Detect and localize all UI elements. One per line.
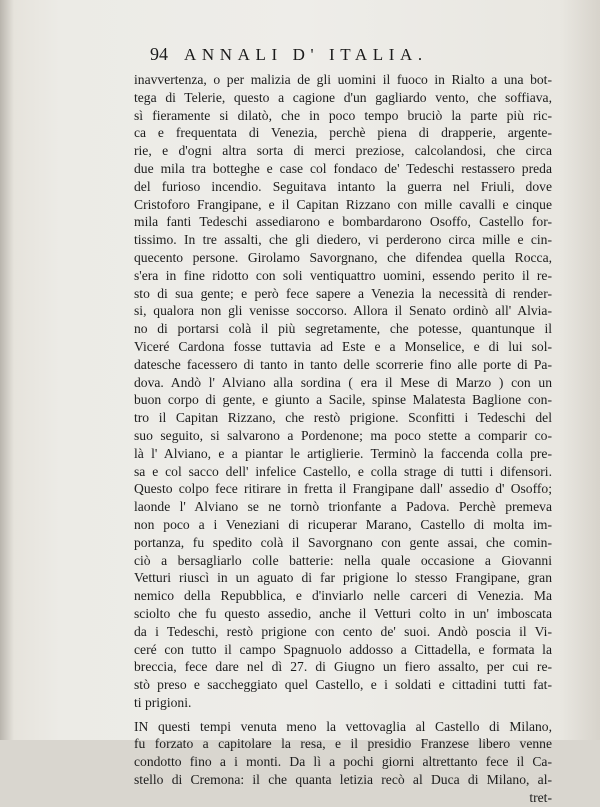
- text-line: inavvertenza, o per malizia de gli uomini il fuoco in Rialto a una bot-: [134, 72, 552, 87]
- text-line: ceré con tutto il campo Spagnuolo addosso a Cittadella, e formata la: [134, 641, 552, 657]
- text-line: Cristoforo Frangipane, e il Capitan Rizzano con mille cavalli e cinque: [134, 196, 552, 212]
- text-line: suo seguito, si salvarono a Pordenone; ma poco stette a comparir co-: [134, 427, 552, 443]
- text-line: condotto fino a i monti. Da lì a pochi giorni altrettanto fece il Ca-: [134, 754, 552, 770]
- text-line: nemico della Repubblica, e d'inviarlo nelle carceri di Venezia. Ma: [134, 588, 552, 604]
- text-line: quecento persone. Girolamo Savorgnano, che difendea quella Rocca,: [134, 249, 552, 265]
- text-line: portanza, fu spedito colà il Savorgnano con gente assai, che comin-: [134, 534, 552, 550]
- text-line: no di portarsi colà il più segretamente, che potesse, quantunque il: [134, 321, 552, 337]
- text-line: s'era in fine ridotto con soli ventiquattro uomini, essendo perito il re-: [134, 267, 552, 283]
- text-line: Viceré Cardona fosse tuttavia ad Este e a Monselice, e di lui sol-: [134, 338, 552, 354]
- running-title: ANNALI D' ITALIA.: [184, 45, 428, 64]
- text-line: sto di sua gente; e però fece sapere a Venezia la necessità di render-: [134, 285, 552, 301]
- text-line: sciolto che fu questo assedio, anche il Vetturi colto in un' imboscata: [134, 605, 552, 621]
- text-line: sì fieramente si dilatò, che in poco tempo bruciò la parte più ric-: [134, 107, 552, 123]
- text-line: si, qualora non gli venisse soccorso. Allora il Senato ordinò all' Alvia-: [134, 303, 552, 319]
- text-line: sa e col sacco dell' infelice Castello, e colla strage di tutti i difensori.: [134, 463, 552, 479]
- text-line: due mila tra botteghe e case col fondaco de' Tedeschi restassero preda: [134, 160, 552, 176]
- text-line: non poco a i Veneziani di ricuperar Marano, Castello di molta im-: [134, 516, 552, 532]
- text-line: breccia, fece dare nel dì 27. di Giugno un fiero assalto, per cui re-: [134, 659, 552, 675]
- text-line: ciò a bersagliarlo colle batterie: nella quale occasione a Giovanni: [134, 552, 552, 568]
- text-line: datesche facessero di tanto in tanto delle scorrerie fino alle porte di Pa-: [134, 356, 552, 372]
- text-line: ca e frequentata di Venezia, perchè piena di drapperie, argente-: [134, 125, 552, 141]
- page-number: 94: [150, 44, 168, 64]
- text-line: ti prigioni.: [134, 694, 192, 710]
- text-line: tissimo. In tre assalti, che gli diedero, vi perderono circa mille e cin-: [134, 232, 552, 248]
- text-line: IN questi tempi venuta meno la vettovaglia al Castello di Milano,: [134, 718, 552, 734]
- text-line: laonde l' Alviano se ne tornò trionfante a Padova. Perchè premeva: [134, 499, 552, 515]
- text-line: fu forzato a capitolare la resa, e il presidio Franzese libero venne: [134, 736, 552, 752]
- catchword: tret-: [529, 789, 552, 805]
- text-line: Questo colpo fece ritirare in fretta il Frangipane dall' assedio d' Osoffo;: [134, 481, 552, 497]
- text-line: dova. Andò l' Alviano alla sordina ( era il Mese di Marzo ) con un: [134, 374, 552, 390]
- text-line: rie, e d'ogni altra sorta di merci preziose, calcolandosi, che circa: [134, 143, 552, 159]
- text-line: mila fanti Tedeschi assediarono e bombardarono Osoffo, Castello for-: [134, 214, 552, 230]
- paragraph-1: [134, 71, 552, 712]
- text-line: stello di Cremona: il che quanta letizia recò al Duca di Milano, al-: [134, 772, 552, 788]
- paragraph-2: [134, 718, 552, 789]
- text-line: stò preso e saccheggiato quel Castello, e i soldati e cittadini tutti fat-: [134, 677, 552, 693]
- text-line: Vetturi riuscì in un aguato di far prigione lo stesso Frangipane, gran: [134, 570, 552, 586]
- text-line: da i Tedeschi, restò prigione con cento de' suoi. Andò poscia il Vi-: [134, 623, 552, 639]
- text-line: tega di Telerie, questo a cagione d'un gagliardo vento, che soffiava,: [134, 89, 552, 105]
- body-text: [134, 71, 552, 807]
- text-line: buon corpo di gente, e giunto a Sacile, spinse Malatesta Baglione con-: [134, 392, 552, 408]
- page-header: [150, 44, 550, 68]
- text-line: tro il Capitan Rizzano, che restò prigione. Sconfitti i Tedeschi del: [134, 410, 552, 426]
- text-line: del furioso incendio. Seguitava intanto la guerra nel Friuli, dove: [134, 178, 552, 194]
- text-line: là l' Alviano, e a piantar le artiglierie. Terminò la faccenda colla pre-: [134, 445, 552, 461]
